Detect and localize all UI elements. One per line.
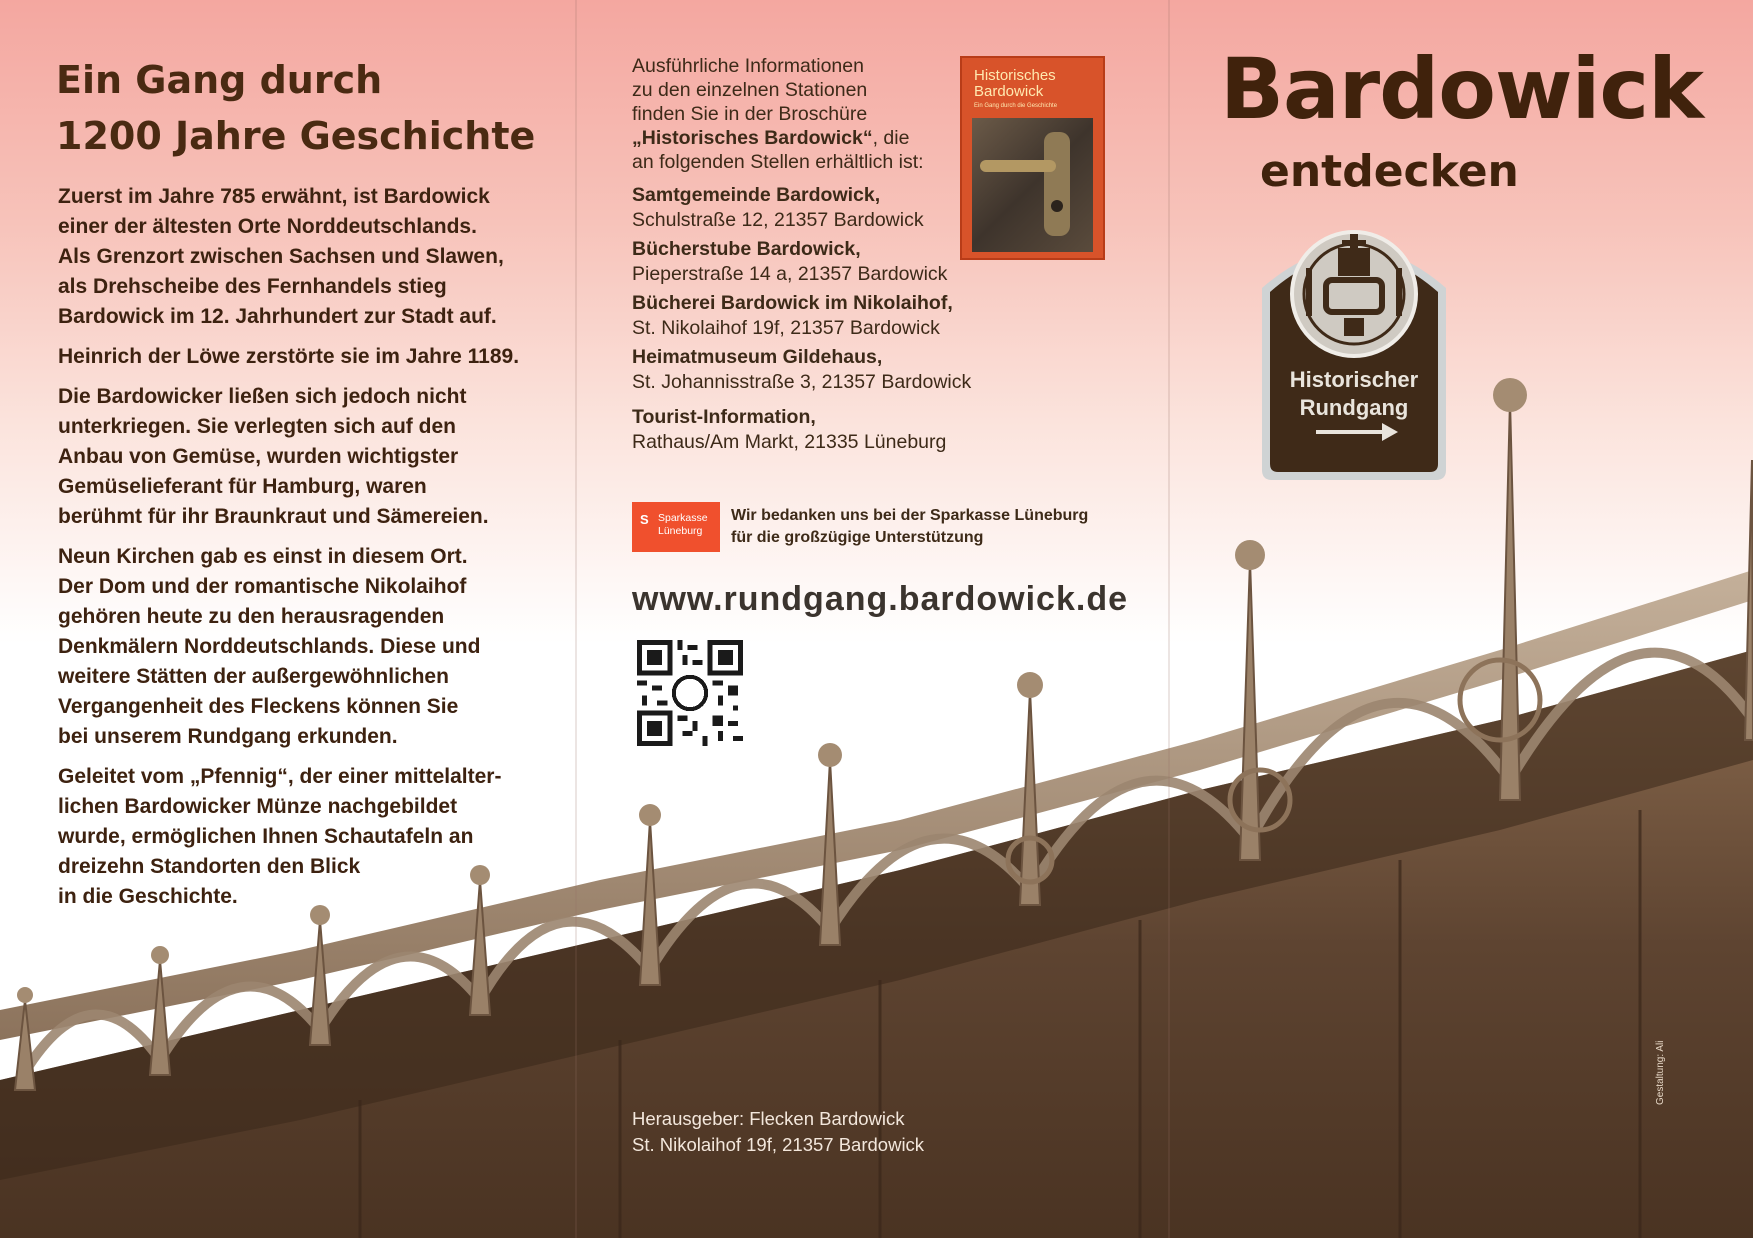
text-line: wurde, ermöglichen Ihnen Schautafeln an xyxy=(58,825,474,848)
location-address: Pieperstraße 14 a, 21357 Bardowick xyxy=(632,263,948,285)
sparkasse-logo-text xyxy=(658,512,708,538)
website-link[interactable]: www.rundgang.bardowick.de xyxy=(632,580,1129,618)
location-item xyxy=(632,345,1152,395)
text-line: für die großzügige Unterstützung xyxy=(731,529,984,546)
location-item xyxy=(632,237,1152,287)
text-line: unterkriegen. Sie verlegten sich auf den xyxy=(58,415,456,438)
location-name: Tourist-Information, xyxy=(632,406,816,428)
text-line: Gemüselieferant für Hamburg, waren xyxy=(58,475,427,498)
location-address: Rathaus/Am Markt, 21335 Lüneburg xyxy=(632,431,947,453)
location-name: Samtgemeinde Bardowick, xyxy=(632,184,881,206)
sponsor-thanks xyxy=(731,505,1131,549)
history-title xyxy=(56,52,556,164)
text-line: Rundgang xyxy=(1299,395,1409,420)
text-line: finden Sie in der Broschüre xyxy=(632,103,868,125)
location-name: Heimatmuseum Gildehaus, xyxy=(632,346,883,368)
text-line: Vergangenheit des Fleckens können Sie xyxy=(58,695,459,718)
text-line: bei unserem Rundgang erkunden. xyxy=(58,725,398,748)
design-credit: Gestaltung: Ali xyxy=(1655,1040,1666,1105)
text-line: lichen Bardowicker Münze nachgebildet xyxy=(58,795,458,818)
text-line: Historisches xyxy=(974,67,1056,84)
locations-list xyxy=(632,183,1152,459)
sparkasse-s-icon: S xyxy=(640,512,649,527)
text-line: Bardowick xyxy=(974,83,1044,100)
cover-panel xyxy=(1168,0,1753,1238)
text-line: Geleitet vom „Pfennig“, der einer mittelalter- xyxy=(58,765,502,788)
text-line: an folgenden Stellen erhältlich ist: xyxy=(632,151,924,173)
brochure-cover-subtitle: Ein Gang durch die Geschichte xyxy=(974,103,1058,109)
sparkasse-logo xyxy=(632,502,720,552)
cover-title: Bardowick xyxy=(1220,40,1704,138)
location-name: Bücherstube Bardowick, xyxy=(632,238,861,260)
text-line: in die Geschichte. xyxy=(58,885,238,908)
text-line: St. Nikolaihof 19f, 21357 Bardowick xyxy=(632,1134,925,1155)
text-line: Neun Kirchen gab es einst in diesem Ort. xyxy=(58,545,468,568)
text-line: Als Grenzort zwischen Sachsen und Slawen, xyxy=(58,245,504,268)
location-item xyxy=(632,405,1152,455)
pfennig-coin-icon xyxy=(1292,232,1416,356)
text-line: Zuerst im Jahre 785 erwähnt, ist Bardowick xyxy=(58,185,490,208)
history-paragraph xyxy=(58,382,558,532)
history-panel xyxy=(0,0,575,1238)
text-line: Bardowick im 12. Jahrhundert zur Stadt auf. xyxy=(58,305,497,328)
sign-label xyxy=(1256,366,1452,422)
historischer-rundgang-sign xyxy=(1256,218,1452,482)
location-name: Bücherei Bardowick im Nikolaihof, xyxy=(632,292,953,314)
history-text xyxy=(58,182,558,922)
text-line: gehören heute zu den herausragenden xyxy=(58,605,445,628)
brochure-name: „Historisches Bardowick“ xyxy=(632,127,873,149)
location-item xyxy=(632,291,1152,341)
location-address: Schulstraße 12, 21357 Bardowick xyxy=(632,209,924,231)
text-line: Der Dom und der romantische Nikolaihof xyxy=(58,575,467,598)
history-paragraph xyxy=(58,542,558,752)
text-line: , die xyxy=(872,127,910,149)
text-line: Lüneburg xyxy=(658,525,703,537)
text-line: Historischer xyxy=(1289,367,1419,392)
brochure-cover-title xyxy=(974,68,1056,100)
brochure-intro xyxy=(632,54,952,174)
text-line: Die Bardowicker ließen sich jedoch nicht xyxy=(58,385,467,408)
text-line: dreizehn Standorten den Blick xyxy=(58,855,361,878)
publisher-info xyxy=(632,1106,924,1158)
text-line: einer der ältesten Orte Norddeutschlands. xyxy=(58,215,477,238)
text-line: zu den einzelnen Stationen xyxy=(632,79,868,101)
history-paragraph xyxy=(58,762,558,912)
qr-code[interactable] xyxy=(637,640,743,746)
text-line: weitere Stätten der außergewöhnlichen xyxy=(58,665,449,688)
location-address: St. Nikolaihof 19f, 21357 Bardowick xyxy=(632,317,940,339)
text-line: Wir bedanken uns bei der Sparkasse Lüneburg xyxy=(731,507,1089,524)
location-address: St. Johannisstraße 3, 21357 Bardowick xyxy=(632,371,972,393)
cover-subtitle: entdecken xyxy=(1260,146,1519,197)
title-line: 1200 Jahre Geschichte xyxy=(56,114,536,158)
text-line: berühmt für ihr Braunkraut und Sämereien. xyxy=(58,505,489,528)
history-paragraph xyxy=(58,182,558,332)
text-line: als Drehscheibe des Fernhandels stieg xyxy=(58,275,447,298)
text-line: Denkmälern Norddeutschlands. Diese und xyxy=(58,635,481,658)
text-line: Heinrich der Löwe zerstörte sie im Jahre 1189. xyxy=(58,345,520,368)
title-line: Ein Gang durch xyxy=(56,58,383,102)
text-line: Sparkasse xyxy=(658,512,708,524)
history-paragraph xyxy=(58,342,558,372)
location-item xyxy=(632,183,1152,233)
text-line: Herausgeber: Flecken Bardowick xyxy=(632,1108,905,1129)
text-line: Anbau von Gemüse, wurden wichtigster xyxy=(58,445,459,468)
text-line: Ausführliche Informationen xyxy=(632,55,864,77)
